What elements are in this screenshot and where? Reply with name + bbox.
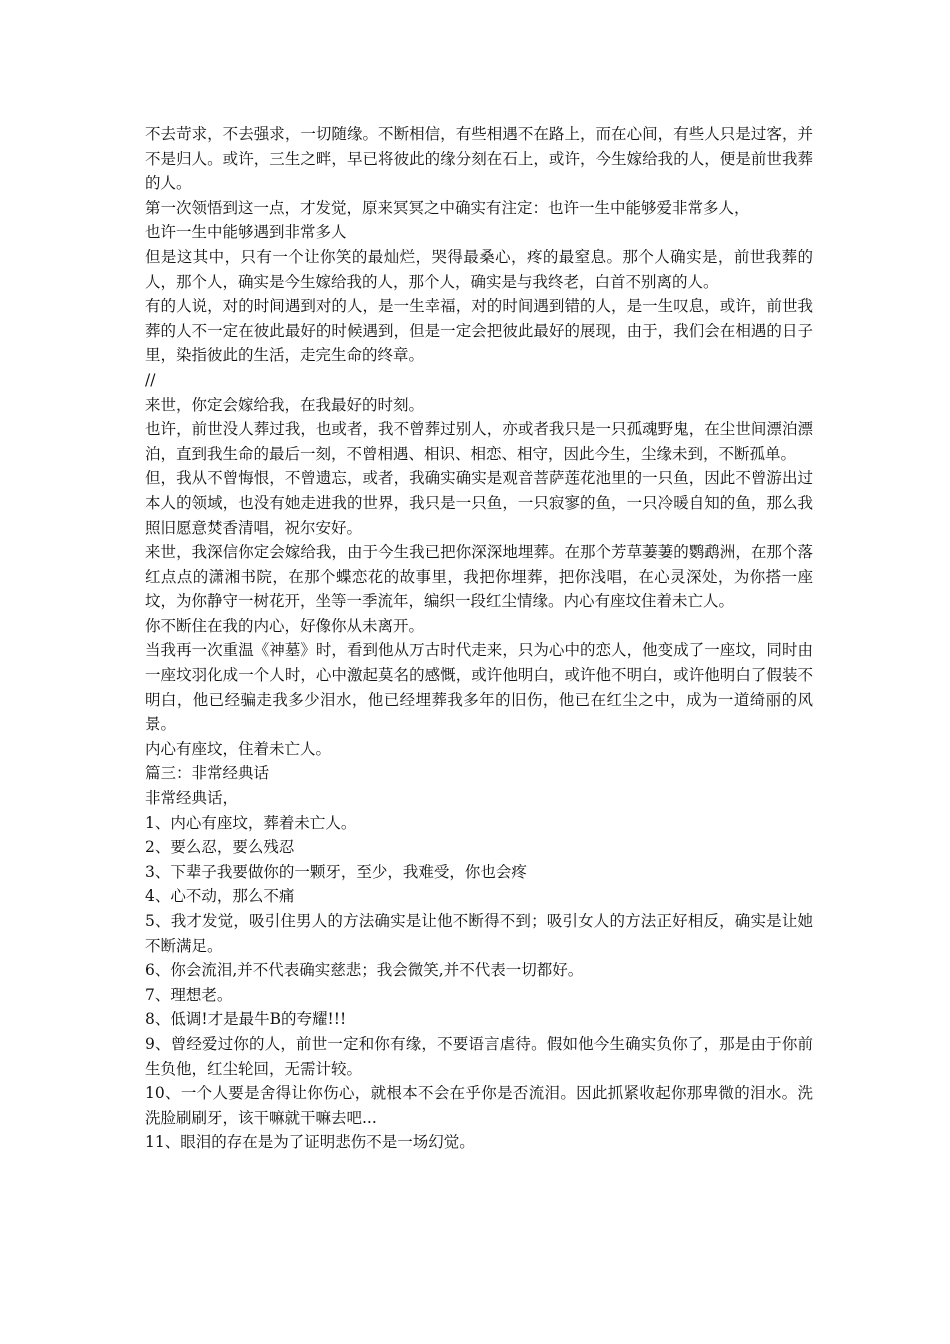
paragraph-10: 来世，我深信你定会嫁给我，由于今生我已把你深深地埋葬。在那个芳草萋萋的鹦鹉洲，在那个落红点点的潇湘书院，在那个蝶恋花的故事里，我把你埋葬，把你浅唱，在心灵深处，为你搭一座坟，为你静守一树花开，坐等一季流年，编织一段红尘情缘。内心有座坟住着未亡人。 xyxy=(145,543,813,611)
list-item-9: 9、曾经爱过你的人，前世一定和你有缘，不要语言虐待。假如他今生确实负你了，那是由于你前生负他，红尘轮回，无需计较。 xyxy=(145,1034,813,1078)
paragraph-1: 不去苛求，不去强求，一切随缘。不断相信，有些相遇不在路上，而在心间，有些人只是过客，并不是归人。或许，三生之畔，早已将彼此的缘分刻在石上，或许，今生嫁给我的人，便是前世我葬的人。 xyxy=(145,125,813,193)
paragraph-12: 当我再一次重温《神墓》时，看到他从万古时代走来，只为心中的恋人，他变成了一座坟，同时由一座坟羽化成一个人时，心中激起莫名的感慨，或许他明白，或许他不明白，或许他明白了假装不明白，他已经骗走我多少泪水，他已经埋葬我多年的旧伤，他已在红尘之中，成为一道绮丽的风景。 xyxy=(145,641,813,734)
paragraph-6: // xyxy=(145,370,156,389)
paragraph-3: 也许一生中能够遇到非常多人 xyxy=(145,223,347,242)
paragraph-11: 你不断住在我的内心，好像你从未离开。 xyxy=(145,616,425,635)
list-item-5: 5、我才发觉，吸引住男人的方法确实是让他不断得不到；吸引女人的方法正好相反，确实是让她不断满足。 xyxy=(145,912,813,955)
list-item-6: 6、你会流泪,并不代表确实慈悲；我会微笑,并不代表一切都好。 xyxy=(145,961,584,980)
paragraph-4: 但是这其中，只有一个让你笑的最灿烂，哭得最桑心，疼的最窒息。那个人确实是，前世我葬的人，那个人，确实是今生嫁给我的人，那个人，确实是与我终老，白首不别离的人。 xyxy=(145,247,813,291)
section-heading: 篇三：非常经典话 xyxy=(145,764,270,783)
paragraph-2: 第一次领悟到这一点，才发觉，原来冥冥之中确实有注定：也许一生中能够爱非常多人， xyxy=(145,198,750,217)
list-item-11: 11、眼泪的存在是为了证明悲伤不是一场幻觉。 xyxy=(145,1133,475,1152)
list-title: 非常经典话， xyxy=(145,789,239,808)
document-body xyxy=(145,122,813,1155)
paragraph-8: 也许，前世没人葬过我，也或者，我不曾葬过别人，亦或者我只是一只孤魂野鬼，在尘世间漂泊漂泊，直到我生命的最后一刻，不曾相遇、相识、相恋、相守，因此今生，尘缘未到，不断孤单。 xyxy=(145,420,813,463)
list-item-8: 8、低调!才是最牛B的夸耀!!! xyxy=(145,1010,347,1029)
list-item-10: 10、一个人要是舍得让你伤心，就根本不会在乎你是否流泪。因此抓紧收起你那卑微的泪水。洗洗脸刷刷牙，该干嘛就干嘛去吧... xyxy=(145,1084,813,1127)
paragraph-13: 内心有座坟，住着未亡人。 xyxy=(145,739,332,758)
paragraph-5: 有的人说，对的时间遇到对的人，是一生幸福，对的时间遇到错的人，是一生叹息，或许，前世我葬的人不一定在彼此最好的时候遇到，但是一定会把彼此最好的展现，由于，我们会在相遇的日子里，染指彼此的生活，走完生命的终章。 xyxy=(145,297,813,365)
paragraph-9: 但，我从不曾悔恨，不曾遗忘，或者，我确实确实是观音菩萨莲花池里的一只鱼，因此不曾游出过本人的领域，也没有她走进我的世界，我只是一只鱼，一只寂寥的鱼，一只冷暖自知的鱼，那么我照旧愿意焚香清唱，祝尔安好。 xyxy=(145,469,813,537)
paragraph-7: 来世，你定会嫁给我，在我最好的时刻。 xyxy=(145,395,425,414)
list-item-1: 1、内心有座坟，葬着未亡人。 xyxy=(145,813,357,832)
list-item-4: 4、心不动，那么不痛 xyxy=(145,887,295,906)
list-item-3: 3、下辈子我要做你的一颗牙，至少，我难受，你也会疼 xyxy=(145,862,527,881)
list-item-7: 7、理想老。 xyxy=(145,985,233,1004)
list-item-2: 2、要么忍，要么残忍 xyxy=(145,838,295,857)
